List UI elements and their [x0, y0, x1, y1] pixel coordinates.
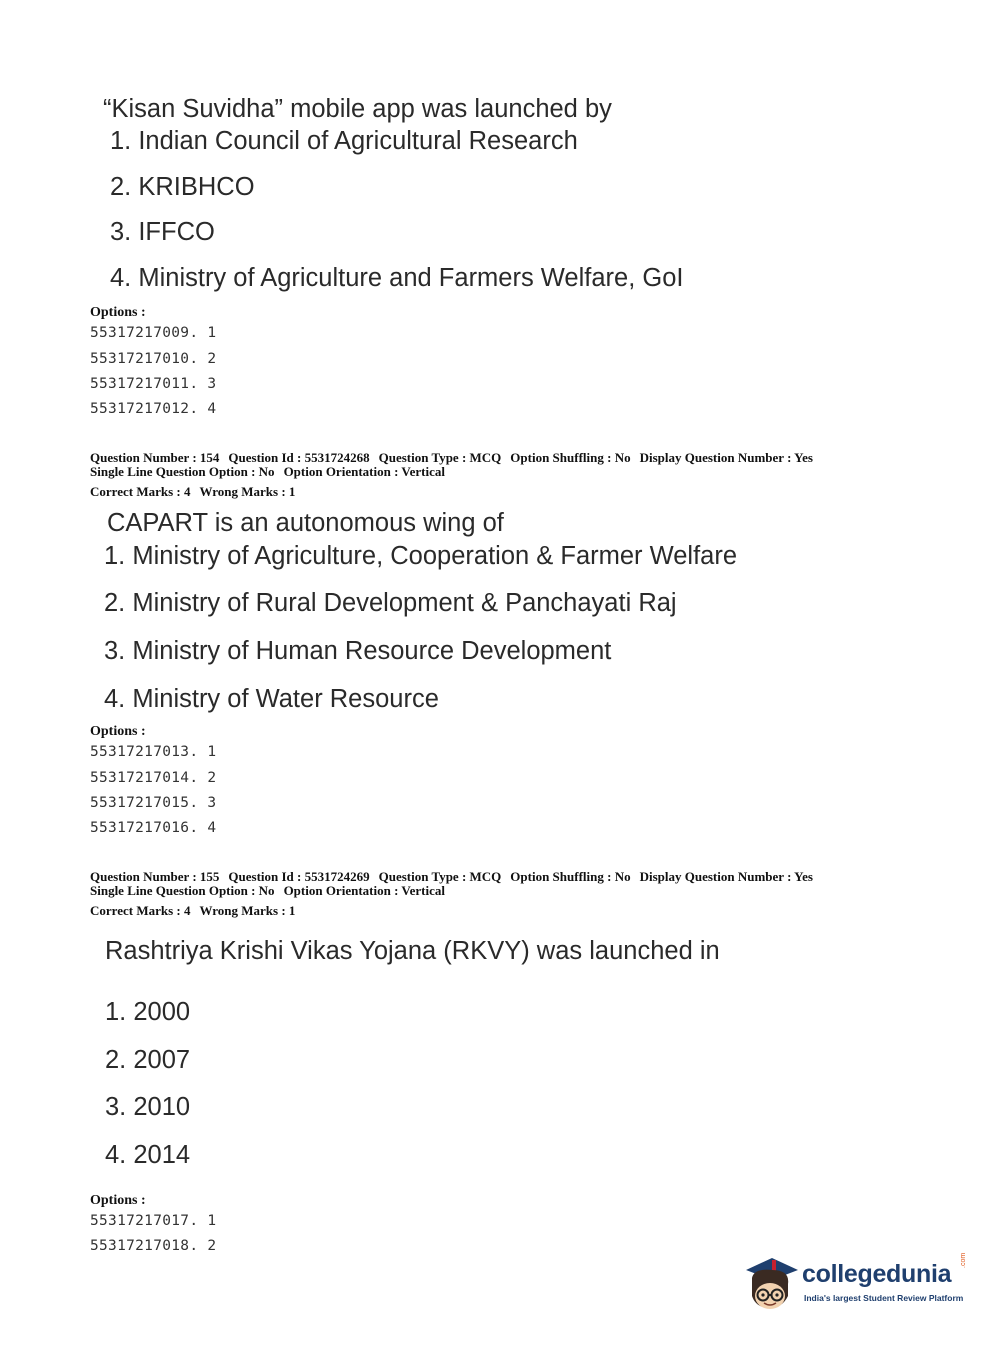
option-id: 55317217016. 4 — [90, 820, 217, 836]
question-choice: 3. IFFCO — [110, 218, 215, 246]
meta-field: Wrong Marks : 1 — [199, 903, 296, 918]
option-id: 55317217017. 1 — [90, 1213, 217, 1229]
question-choice: 1. Ministry of Agriculture, Cooperation & Farmer Welfare — [104, 542, 738, 570]
question-stem: Rashtriya Krishi Vikas Yojana (RKVY) was launched in — [105, 937, 720, 965]
question-choice: 4. Ministry of Agriculture and Farmers Welfare, GoI — [110, 264, 684, 292]
question-meta-line — [90, 451, 822, 464]
question-meta-line — [90, 884, 454, 897]
meta-field: Option Orientation : Vertical — [283, 464, 445, 479]
student-mascot-icon — [742, 1252, 800, 1316]
option-id: 55317217010. 2 — [90, 351, 217, 367]
meta-field: Question Id : 5531724268 — [228, 450, 370, 465]
question-choice: 3. Ministry of Human Resource Development — [104, 637, 612, 665]
meta-field: Single Line Question Option : No — [90, 883, 275, 898]
meta-field: Question Number : 155 — [90, 869, 220, 884]
question-choice: 4. Ministry of Water Resource — [104, 685, 439, 713]
option-id: 55317217015. 3 — [90, 795, 217, 811]
option-id: 55317217018. 2 — [90, 1238, 217, 1254]
meta-field: Display Question Number : Yes — [639, 450, 813, 465]
question-choice: 2. KRIBHCO — [110, 173, 255, 201]
meta-field: Question Type : MCQ — [378, 869, 502, 884]
meta-field: Option Shuffling : No — [510, 869, 631, 884]
collegedunia-logo — [742, 1252, 972, 1316]
options-label: Options : — [90, 1193, 146, 1208]
question-choice: 1. Indian Council of Agricultural Research — [110, 127, 578, 155]
option-id: 55317217009. 1 — [90, 325, 217, 341]
question-choice: 4. 2014 — [105, 1141, 191, 1169]
logo-tagline: India's largest Student Review Platform — [804, 1293, 964, 1303]
question-meta-line — [90, 485, 304, 498]
question-choice: 2. Ministry of Rural Development & Panchayati Raj — [104, 589, 677, 617]
option-id: 55317217011. 3 — [90, 376, 217, 392]
meta-field: Option Orientation : Vertical — [283, 883, 445, 898]
question-choice: 1. 2000 — [105, 998, 191, 1026]
meta-field: Question Number : 154 — [90, 450, 220, 465]
option-id: 55317217013. 1 — [90, 744, 217, 760]
logo-suffix: .com — [960, 1252, 967, 1268]
meta-field: Single Line Question Option : No — [90, 464, 275, 479]
meta-field: Option Shuffling : No — [510, 450, 631, 465]
question-meta-line — [90, 465, 454, 478]
question-choice: 2. 2007 — [105, 1046, 191, 1074]
option-id: 55317217012. 4 — [90, 401, 217, 417]
meta-field: Display Question Number : Yes — [639, 869, 813, 884]
meta-field: Correct Marks : 4 — [90, 484, 191, 499]
question-choice: 3. 2010 — [105, 1093, 191, 1121]
option-id: 55317217014. 2 — [90, 770, 217, 786]
meta-field: Correct Marks : 4 — [90, 903, 191, 918]
question-meta-line — [90, 870, 822, 883]
meta-field: Question Type : MCQ — [378, 450, 502, 465]
meta-field: Question Id : 5531724269 — [228, 869, 370, 884]
meta-field: Wrong Marks : 1 — [199, 484, 296, 499]
logo-wordmark: collegedunia — [802, 1260, 952, 1288]
question-meta-line — [90, 904, 304, 917]
question-stem: CAPART is an autonomous wing of — [107, 509, 504, 537]
options-label: Options : — [90, 305, 146, 320]
options-label: Options : — [90, 724, 146, 739]
question-stem: “Kisan Suvidha” mobile app was launched by — [103, 95, 612, 123]
